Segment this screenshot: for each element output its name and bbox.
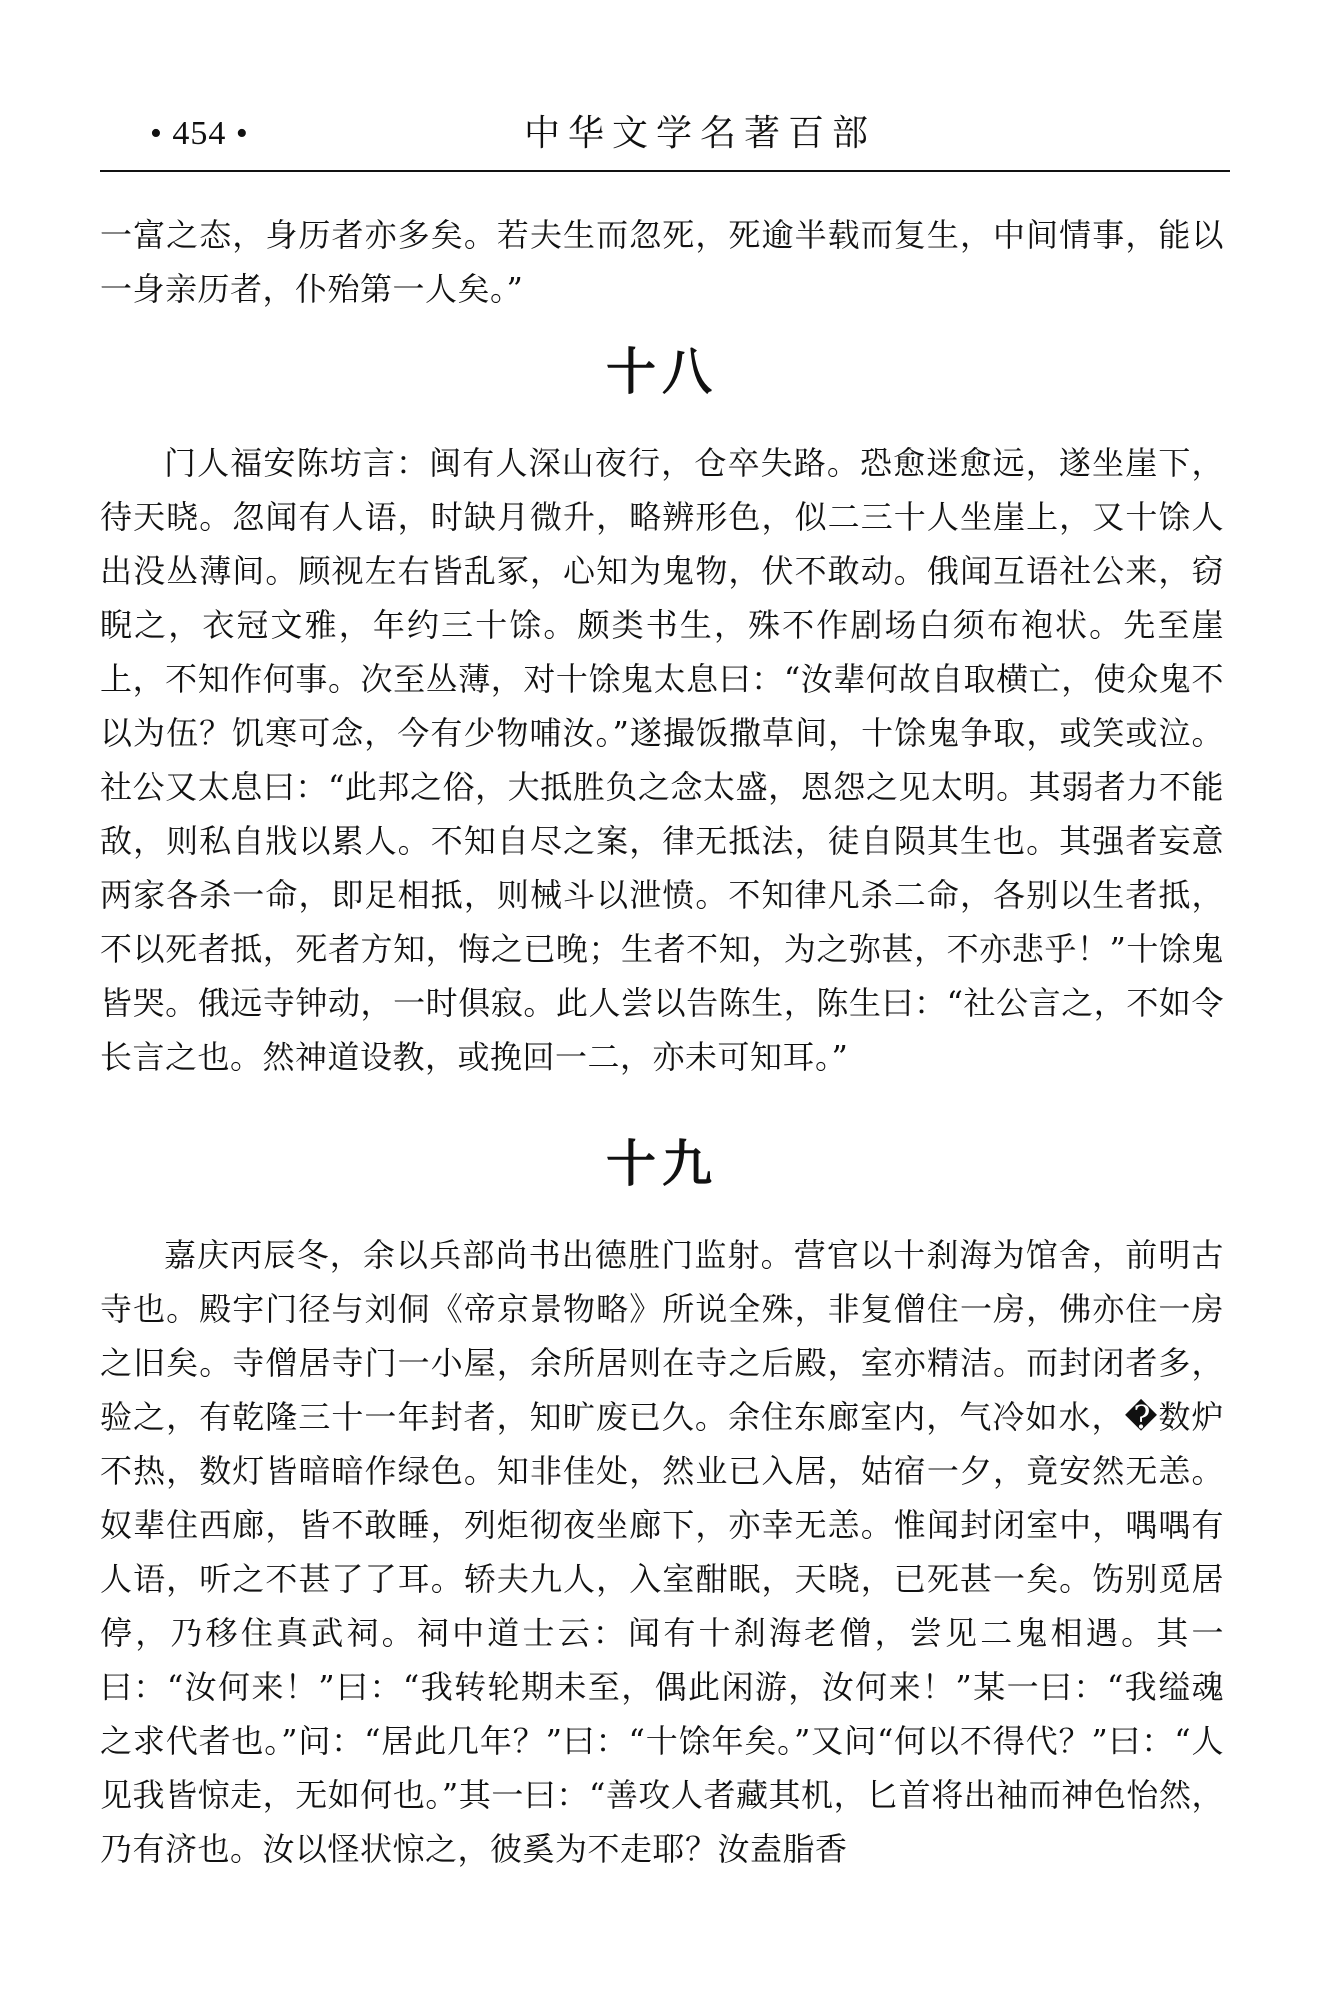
section-paragraph-18: 门人福安陈坊言：闽有人深山夜行，仓卒失路。恐愈迷愈远，遂坐崖下，待天晓。忽闻有人语，时缺月微升，略辨形色，似二三十人坐崖上，又十馀人出没丛薄间。顾视左右皆乱冢，心知为鬼物，伏不敢动。俄闻互语社公来，窃睨之，衣冠文雅，年约三十馀。颇类书生，殊不作剧场白须布袍状。先至崖上，不知作何事。次至丛薄，对十馀鬼太息曰：“汝辈何故自取横亡，使众鬼不以为伍？饥寒可念，今有少物哺汝。”遂撮饭撒草间，十馀鬼争取，或笑或泣。社公又太息曰：“此邦之俗，大抵胜负之念太盛，恩怨之见太明。其弱者力不能敌，则私自戕以累人。不知自尽之案，律无抵法，徒自陨其生也。其强者妄意两家各杀一命，即足相抵，则械斗以泄愤。不知律凡杀二命，各别以生者抵，不以死者抵，死者方知，悔之已晚；生者不知，为之弥甚，不亦悲乎！”十馀鬼皆哭。俄远寺钟动，一时俱寂。此人尝以告陈生，陈生曰：“社公言之，不如令长言之也。然神道设教，或挽回一二，亦未可知耳。”	[100, 444, 1224, 1076]
page-number: • 454 •	[150, 115, 249, 152]
running-header	[100, 108, 1230, 168]
page-body	[100, 208, 1224, 1876]
continuation-paragraph: 一富之态，身历者亦多矣。若夫生而忽死，死逾半载而复生，中间情事，能以一身亲历者，仆殆第一人矣。”	[100, 216, 1224, 308]
section-paragraph-19: 嘉庆丙辰冬，余以兵部尚书出德胜门监射。营官以十刹海为馆舍，前明古寺也。殿宇门径与刘侗《帝京景物略》所说全殊，非复僧住一房，佛亦住一房之旧矣。寺僧居寺门一小屋，余所居则在寺之后殿，室亦精洁。而封闭者多，验之，有乾隆三十一年封者，知旷废已久。余住东廊室内，气冷如水，�数炉不热，数灯皆暗暗作绿色。知非佳处，然业已入居，姑宿一夕，竟安然无恙。奴辈住西廊，皆不敢睡，列炬彻夜坐廊下，亦幸无恙。惟闻封闭室中，喁喁有人语，听之不甚了了耳。轿夫九人，入室酣眠，天晓，已死甚一矣。饬别觅居停，乃移住真武祠。祠中道士云：闻有十刹海老僧，尝见二鬼相遇。其一曰：“汝何来！”曰：“我转轮期未至，偶此闲游，汝何来！”某一曰：“我缢魂之求代者也。”问：“居此几年？”曰：“十馀年矣。”又问“何以不得代？”曰：“人见我皆惊走，无如何也。”其一曰：“善攻人者藏其机，匕首将出袖而神色怡然，乃有济也。汝以怪状惊之，彼奚为不走耶？汝盍脂香	[100, 1236, 1224, 1868]
section-title-18: 十八	[606, 343, 718, 401]
header-rule	[100, 170, 1230, 172]
section-title-19: 十九	[606, 1135, 718, 1193]
book-title: 中华文学名著百部	[523, 113, 876, 154]
